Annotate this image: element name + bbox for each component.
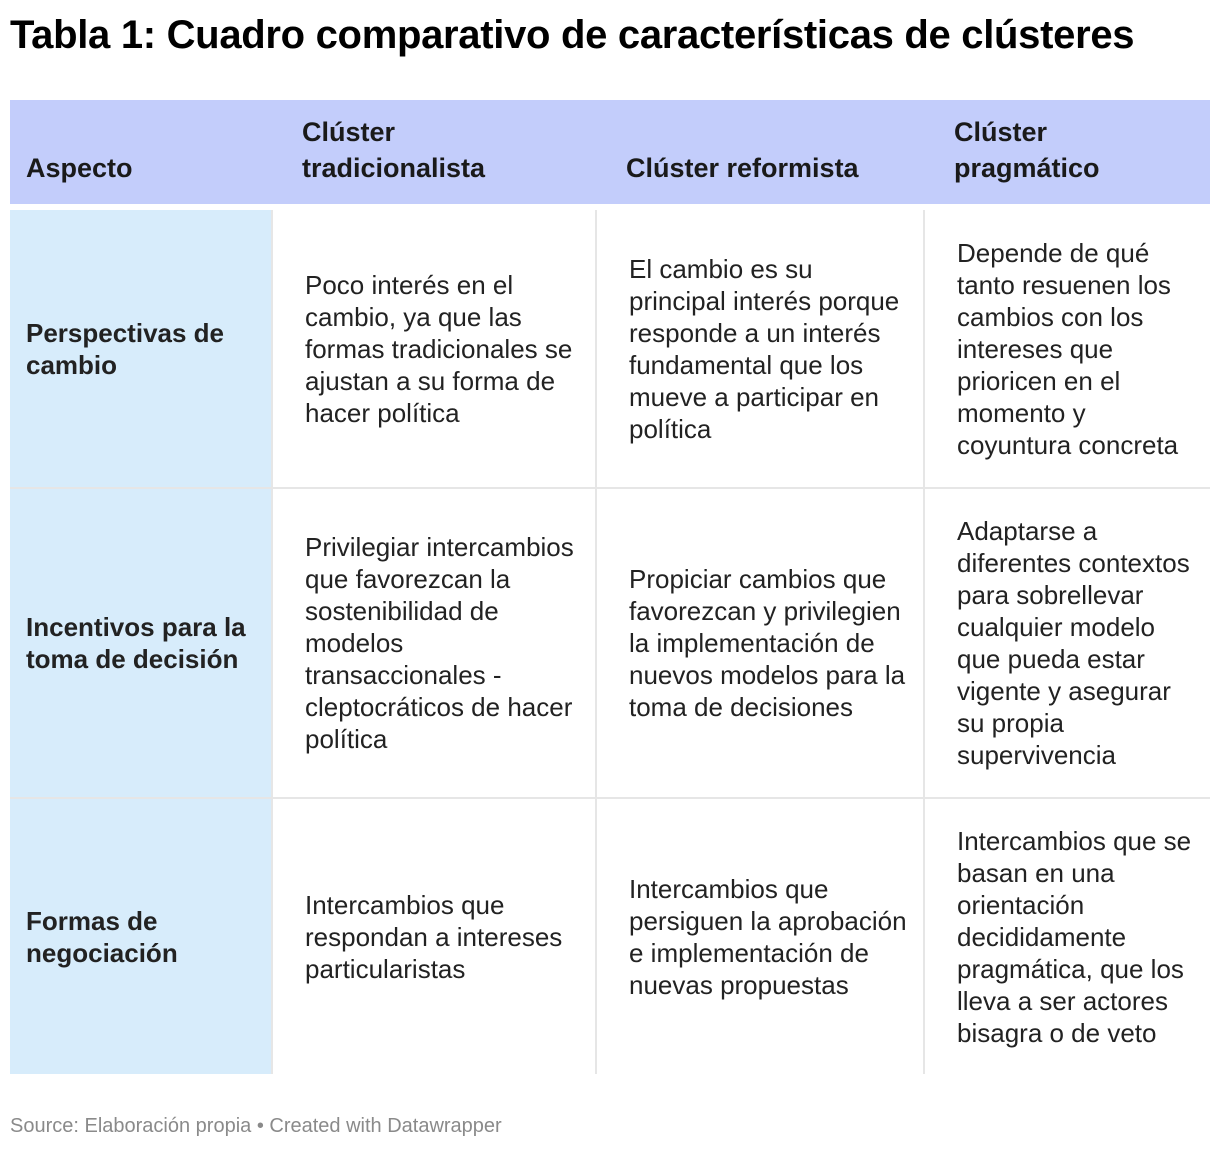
aspect-cell: Incentivos para la toma de decisión xyxy=(10,488,272,798)
pragmatico-cell: Depende de qué tanto resuenen los cambios con los intereses que prioricen en el momento y coyuntura concreta xyxy=(924,210,1210,488)
pragmatico-cell: Adaptarse a diferentes contextos para sobrellevar cualquier modelo que pueda estar vigente y asegurar su propia supervivencia xyxy=(924,488,1210,798)
column-header-aspecto: Aspecto xyxy=(10,100,272,204)
table-row xyxy=(10,798,1210,1074)
reformista-cell: Propiciar cambios que favorezcan y privilegien la implementación de nuevos modelos para la toma de decisiones xyxy=(596,488,924,798)
tradicionalista-cell: Intercambios que respondan a intereses particularistas xyxy=(272,798,596,1074)
column-header-reformista: Clúster reformista xyxy=(596,100,924,204)
comparison-table xyxy=(10,100,1210,1074)
column-header-tradicionalista: Clúster tradicionalista xyxy=(272,100,596,204)
tradicionalista-cell: Privilegiar intercambios que favorezcan la sostenibilidad de modelos transaccionales - cleptocráticos de hacer política xyxy=(272,488,596,798)
table-title: Tabla 1: Cuadro comparativo de características de clústeres xyxy=(10,13,1135,57)
aspect-cell: Formas de negociación xyxy=(10,798,272,1074)
tradicionalista-cell: Poco interés en el cambio, ya que las formas tradicionales se ajustan a su forma de hacer política xyxy=(272,210,596,488)
aspect-cell: Perspectivas de cambio xyxy=(10,210,272,488)
reformista-cell: El cambio es su principal interés porque responde a un interés fundamental que los mueve a participar en política xyxy=(596,210,924,488)
source-note: Source: Elaboración propia • Created with Datawrapper xyxy=(10,1115,502,1137)
table-row xyxy=(10,488,1210,798)
reformista-cell: Intercambios que persiguen la aprobación e implementación de nuevas propuestas xyxy=(596,798,924,1074)
column-header-pragmatico: Clúster pragmático xyxy=(924,100,1210,204)
table-header-row xyxy=(10,100,1210,204)
table-row xyxy=(10,210,1210,488)
pragmatico-cell: Intercambios que se basan en una orientación decididamente pragmática, que los lleva a ser actores bisagra o de veto xyxy=(957,825,1192,1048)
